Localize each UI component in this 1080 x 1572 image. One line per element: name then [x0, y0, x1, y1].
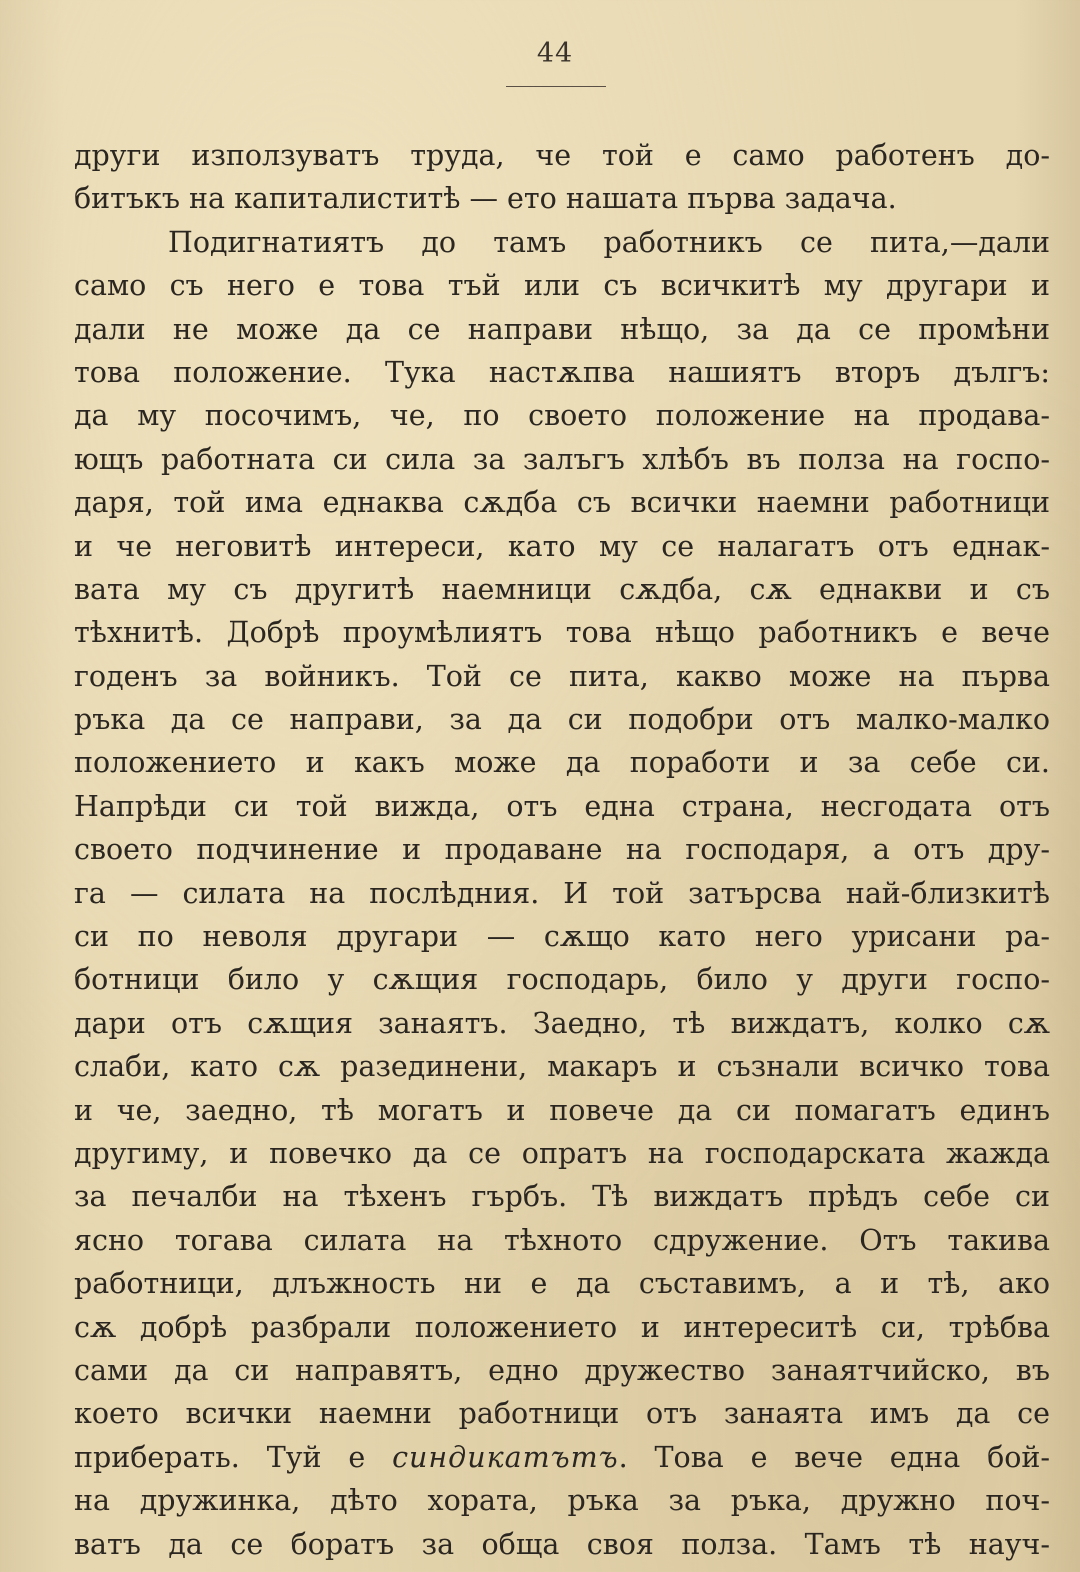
- text-line: га — силата на послѣдния. И той затърсва най-близкитѣ: [74, 876, 1050, 910]
- text-line: и че, заедно, тѣ могатъ и повече да си помагатъ единъ: [74, 1093, 1050, 1127]
- text-run: . Това е вече една бой-: [618, 1440, 1050, 1474]
- text-line: само съ него е това тъй или съ всичкитѣ му другари и: [74, 269, 1050, 303]
- text-line: ясно тогава силата на тѣхното сдружение. Отъ такива: [74, 1223, 1050, 1257]
- page-number: 44: [536, 38, 574, 69]
- text-line: годенъ за войникъ. Той се пита, какво може на първа: [74, 659, 1050, 693]
- text-line: да му посочимъ, че, по своето положение на продава-: [74, 399, 1050, 433]
- text-line: което всички наемни работници отъ занаята имъ да се: [74, 1397, 1050, 1431]
- text-line: ботници било у сѫщия господарь, било у други госпо-: [74, 963, 1050, 997]
- text-line: за печалби на тѣхенъ гърбъ. Тѣ виждатъ прѣдъ себе си: [74, 1180, 1050, 1214]
- text-line: други използуватъ труда, че той е само работенъ до-: [74, 139, 1050, 172]
- text-line: дари отъ сѫщия занаятъ. Заедно, тѣ виждатъ, колко сѫ: [74, 1006, 1050, 1040]
- text-line: на дружинка, дѣто хората, ръка за ръка, дружно поч-: [74, 1484, 1050, 1518]
- text-line: сами да си направятъ, едно дружество занаятчийско, въ: [74, 1353, 1050, 1387]
- text-line: даря, той има еднаква сѫдба съ всички наемни работници: [74, 486, 1050, 520]
- paragraph-first-line: Подигнатиятъ до тамъ работникъ се пита,—дали: [168, 225, 1050, 259]
- text-line: си по неволя другари — сѫщо като него урисани ра-: [74, 920, 1050, 954]
- text-line: тѣхнитѣ. Добрѣ проумѣлиятъ това нѣщо работникъ е вече: [74, 616, 1050, 650]
- emphasized-term: синдикатътъ: [392, 1440, 619, 1474]
- text-line: положението и какъ може да поработи и за себе си.: [74, 746, 1050, 780]
- text-line: работници, длъжность ни е да съставимъ, а и тѣ, ако: [74, 1267, 1050, 1301]
- text-line: другиму, и повечко да се опратъ на господарската жажда: [74, 1136, 1050, 1170]
- body-text: [74, 134, 1050, 1566]
- text-line: това положение. Тука настѫпва нашиятъ вторъ дългъ:: [74, 355, 1050, 389]
- header-rule: [506, 86, 606, 87]
- text-line-with-emphasis: [74, 1436, 1050, 1479]
- text-line: ръка да се направи, за да си подобри отъ малко-малко: [74, 703, 1050, 737]
- text-line: ющъ работната си сила за залъгъ хлѣбъ въ полза на госпо-: [74, 442, 1050, 476]
- text-line: дали не може да се направи нѣщо, за да се промѣни: [74, 312, 1050, 346]
- text-line: слаби, като сѫ разединени, макаръ и съзнали всичко това: [74, 1050, 1050, 1084]
- text-run: приберать. Туй е: [74, 1440, 393, 1474]
- text-line: и че неговитѣ интереси, като му се налагатъ отъ еднак-: [74, 529, 1050, 563]
- text-line: битъкъ на капиталиститѣ — ето нашата първа задача.: [74, 182, 897, 216]
- text-line: сѫ добрѣ разбрали положението и интереситѣ си, трѣбва: [74, 1310, 1050, 1344]
- text-line: вата му съ другитѣ наемници сѫдба, сѫ еднакви и съ: [74, 572, 1050, 606]
- text-line: ватъ да се боратъ за обща своя полза. Тамъ тѣ науч-: [74, 1527, 1050, 1561]
- text-line: Напрѣди си той вижда, отъ една страна, несгодата отъ: [74, 789, 1050, 823]
- text-line: своето подчинение и продаване на господаря, а отъ дру-: [74, 833, 1050, 867]
